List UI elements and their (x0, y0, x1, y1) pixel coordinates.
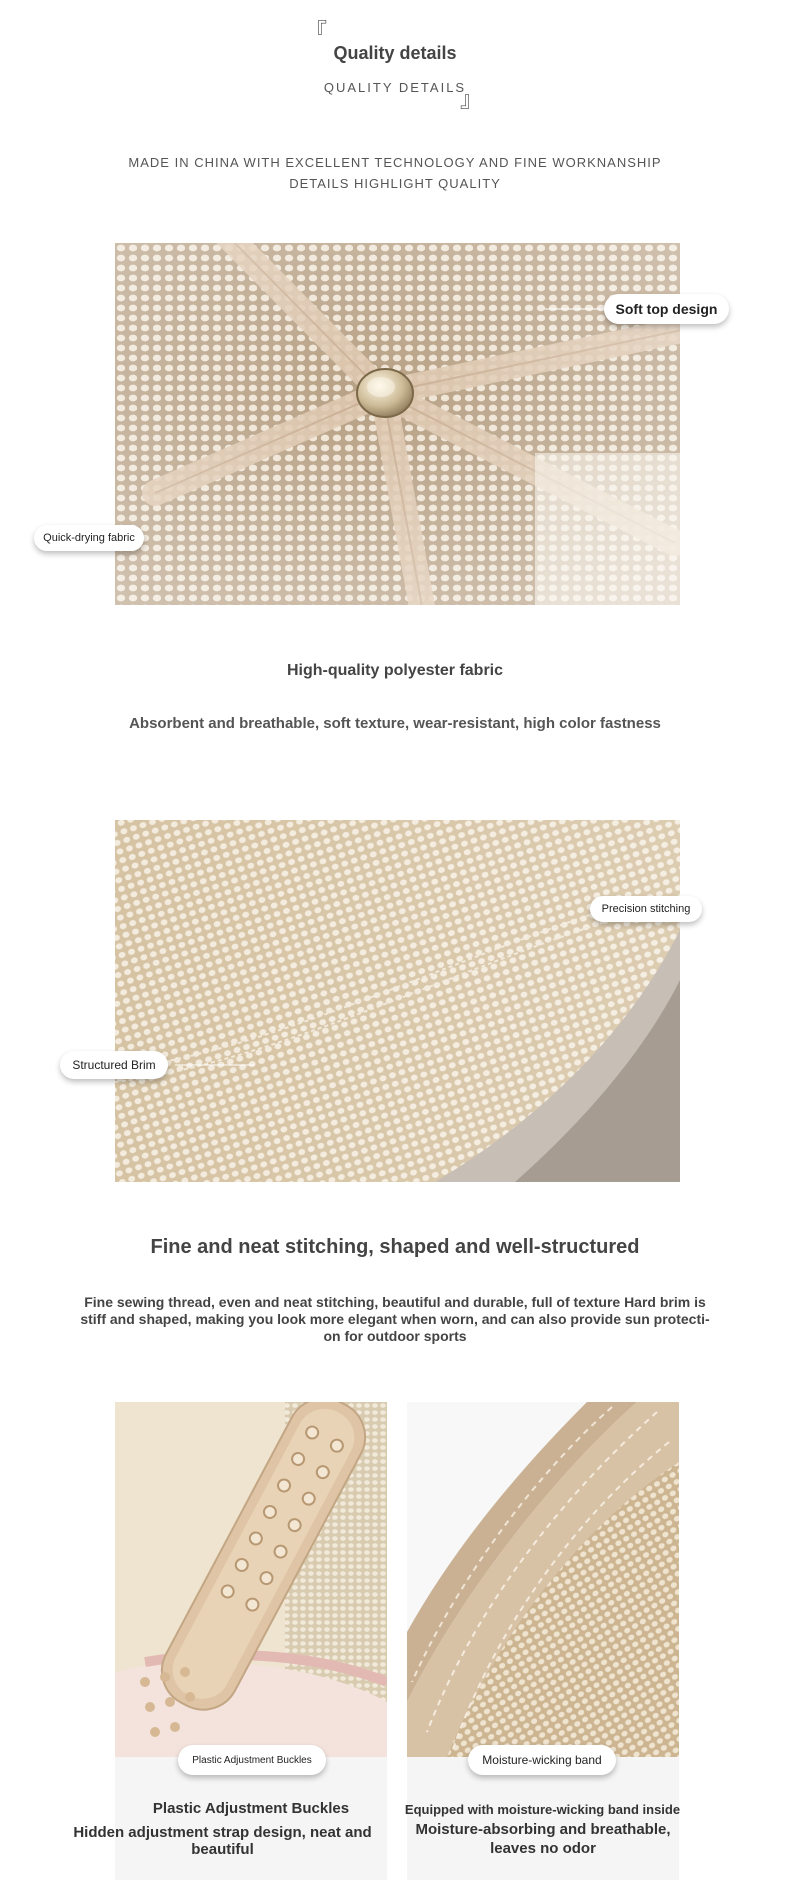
cap-top-mesh-image (115, 243, 680, 605)
tagline-line-2: DETAILS HIGHLIGHT QUALITY (289, 176, 501, 191)
page-title: Quality details (333, 43, 457, 63)
sweatband-pill-label: Moisture-wicking band (468, 1745, 616, 1775)
buckle-pill-label: Plastic Adjustment Buckles (178, 1745, 326, 1775)
section1-description: Absorbent and breathable, soft texture, wear-resistant, high color fastness (129, 715, 661, 732)
sweatband-text-line-2: leaves no odor (490, 1840, 596, 1857)
quick-drying-fabric-label: Quick-drying fabric (34, 525, 144, 551)
open-bracket: 『 (305, 20, 328, 45)
buckle-heading: Plastic Adjustment Buckles (152, 1800, 350, 1817)
close-bracket: 』 (460, 88, 483, 113)
section2-description-line-3: on for outdoor sports (323, 1328, 467, 1344)
section2-description-line-1: Fine sewing thread, even and neat stitching, beautiful and durable, full of texture Hard brim is (84, 1294, 706, 1310)
buckle-text: Hidden adjustment strap design, neat and beautiful (73, 1824, 372, 1858)
section2-heading: Fine and neat stitching, shaped and well-structured (150, 1236, 640, 1258)
page-subtitle: QUALITY DETAILS (323, 80, 467, 95)
soft-top-design-label: Soft top design (604, 294, 729, 324)
sweatband-heading: Equipped with moisture-wicking band inside (404, 1802, 681, 1817)
brim-mesh-image (115, 820, 680, 1182)
moisture-wicking-band-image (407, 1402, 679, 1757)
structured-brim-label: Structured Brim (60, 1051, 168, 1079)
precision-stitching-label: Precision stitching (590, 896, 702, 922)
sweatband-text-line-1: Moisture-absorbing and breathable, (415, 1821, 671, 1838)
adjustment-buckle-image (115, 1402, 387, 1757)
tagline-line-1: MADE IN CHINA WITH EXCELLENT TECHNOLOGY AND FINE WORKNANSHIP (128, 155, 662, 170)
section2-description-line-2: stiff and shaped, making you look more elegant when worn, and can also provide sun protecti- (80, 1311, 710, 1327)
section1-heading: High-quality polyester fabric (286, 662, 504, 679)
